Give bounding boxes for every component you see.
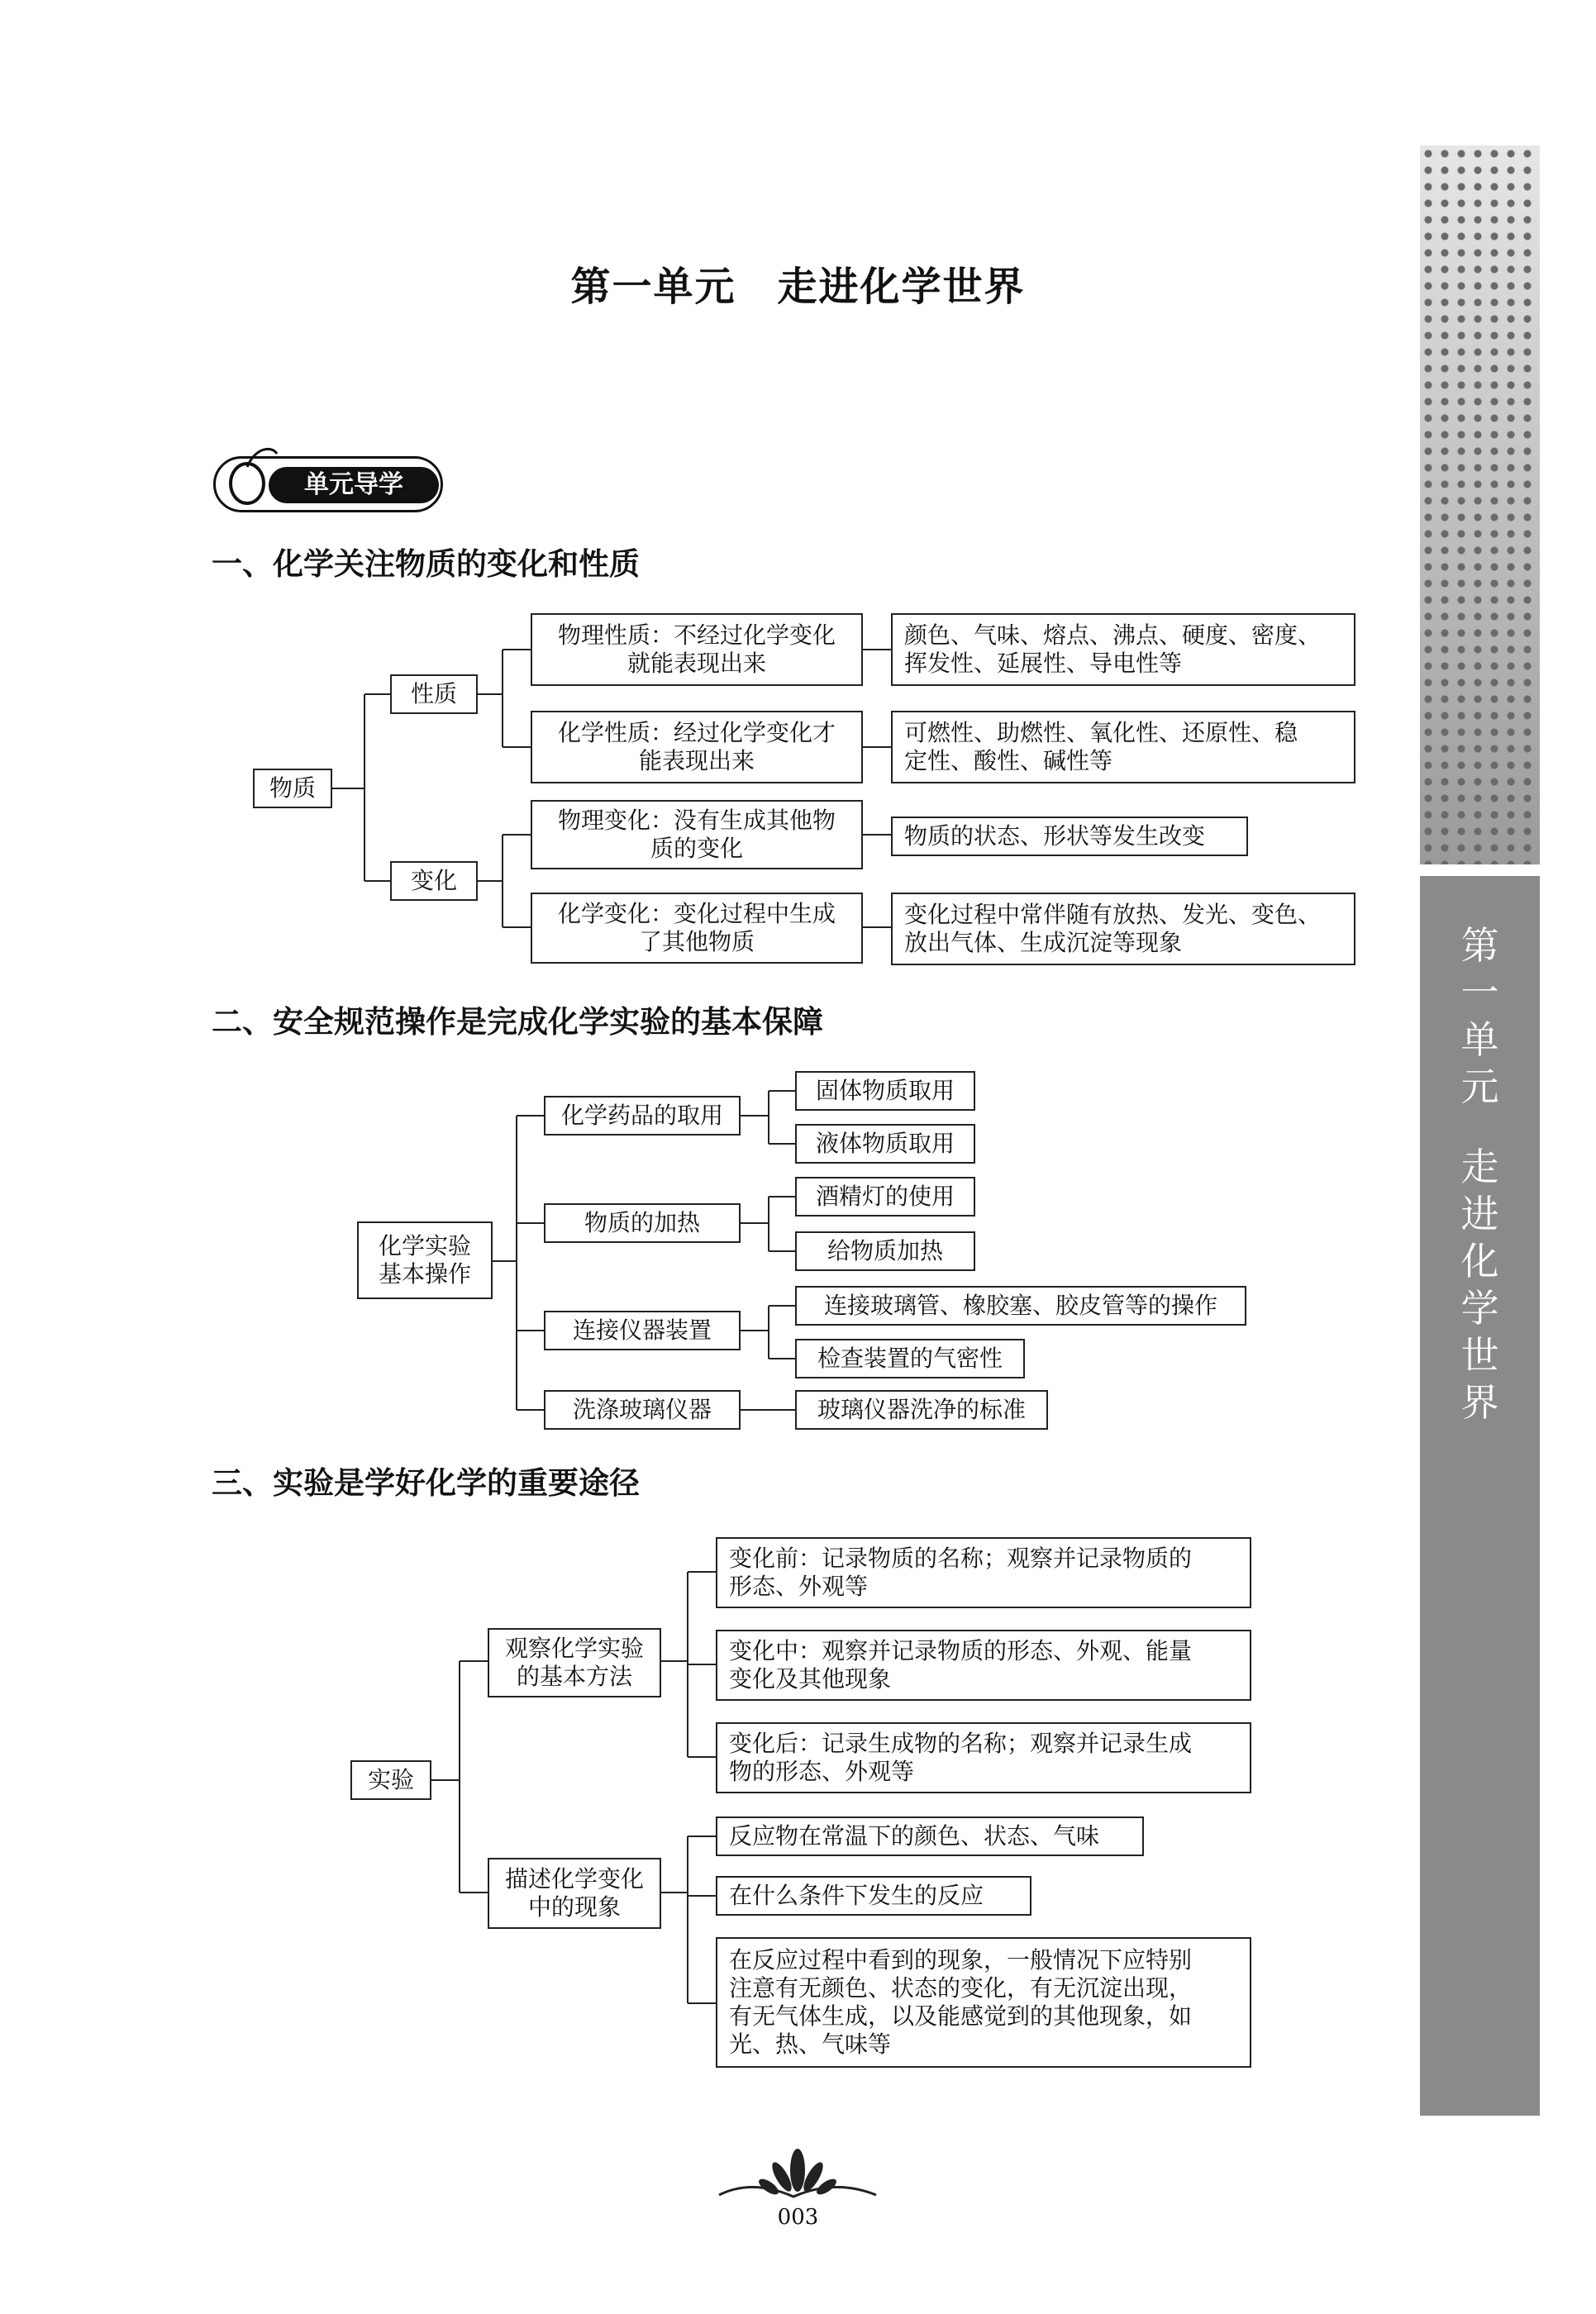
map2-solid-handling: 固体物质取用: [795, 1071, 975, 1111]
sidebar-pattern: [1420, 145, 1540, 864]
section-heading-1: 一、化学关注物质的变化和性质: [212, 546, 640, 582]
unit-guide-badge: [213, 456, 443, 512]
map3-reactant-appearance: 反应物在常温下的颜色、状态、气味: [716, 1816, 1144, 1856]
map2-airtight-check: 检查装置的气密性: [795, 1339, 1025, 1378]
section-heading-2: 二、安全规范操作是完成化学实验的基本保障: [212, 1004, 823, 1040]
map1-physical-change-box: 物理变化：没有生成其他物 质的变化: [531, 800, 863, 869]
sidebar-title: 第 一 单 元 走 进 化 学 世 界: [1460, 923, 1499, 1425]
map1-chemical-property-box: 化学性质：经过化学变化才 能表现出来: [531, 711, 863, 783]
page-title: 第一单元 走进化学世界: [570, 264, 1026, 310]
map2-heating-box: 物质的加热: [544, 1203, 741, 1243]
map3-during-box: 变化中：观察并记录物质的形态、外观、能量 变化及其他现象: [716, 1630, 1251, 1701]
sidebar-tab: [1420, 876, 1540, 2116]
map2-washing-box: 洗涤玻璃仪器: [544, 1390, 741, 1430]
map3-observe-box: 观察化学实验 的基本方法: [488, 1628, 661, 1697]
map3-before-box: 变化前：记录物质的名称；观察并记录物质的 形态、外观等: [716, 1537, 1251, 1608]
map3-after-box: 变化后：记录生成物的名称；观察并记录生成 物的形态、外观等: [716, 1722, 1251, 1793]
map2-heating-substance: 给物质加热: [795, 1231, 975, 1271]
map2-alcohol-lamp: 酒精灯的使用: [795, 1177, 975, 1217]
map2-assembly-box: 连接仪器装置: [544, 1311, 741, 1350]
map1-change-box: 变化: [390, 861, 478, 901]
map3-reaction-conditions: 在什么条件下发生的反应: [716, 1876, 1031, 1916]
floral-ornament-icon: [711, 2145, 884, 2205]
map3-observed-phenomena: 在反应过程中看到的现象，一般情况下应特别 注意有无颜色、状态的变化，有无沉淀出现， 有无气体生成，以及能感觉到的其他现象，如 光、热、气味等: [716, 1937, 1251, 2068]
map1-chemical-property-examples: 可燃性、助燃性、氧化性、还原性、稳 定性、酸性、碱性等: [891, 711, 1355, 783]
map1-physical-property-examples: 颜色、气味、熔点、沸点、硬度、密度、 挥发性、延展性、导电性等: [891, 613, 1355, 686]
map3-describe-box: 描述化学变化 中的现象: [488, 1858, 661, 1929]
map1-chemical-change-box: 化学变化：变化过程中生成 了其他物质: [531, 893, 863, 964]
map3-root-box: 实验: [350, 1760, 431, 1800]
section-heading-3: 三、实验是学好化学的重要途径: [212, 1465, 640, 1501]
map1-physical-change-example: 物质的状态、形状等发生改变: [891, 817, 1248, 856]
map2-connect-tubes: 连接玻璃管、橡胶塞、胶皮管等的操作: [795, 1286, 1246, 1326]
unit-guide-label: 单元导学: [269, 467, 439, 503]
map1-property-box: 性质: [390, 674, 478, 714]
map1-root-box: 物质: [253, 769, 332, 808]
map1-physical-property-box: 物理性质：不经过化学变化 就能表现出来: [531, 613, 863, 686]
map2-reagent-handling-box: 化学药品的取用: [544, 1096, 741, 1136]
map2-clean-standard: 玻璃仪器洗净的标准: [795, 1390, 1048, 1430]
map2-root-box: 化学实验 基本操作: [357, 1221, 493, 1299]
map1-chemical-change-examples: 变化过程中常伴随有放热、发光、变色、 放出气体、生成沉淀等现象: [891, 893, 1355, 965]
page-number: 003: [777, 2205, 819, 2230]
map2-liquid-handling: 液体物质取用: [795, 1124, 975, 1164]
